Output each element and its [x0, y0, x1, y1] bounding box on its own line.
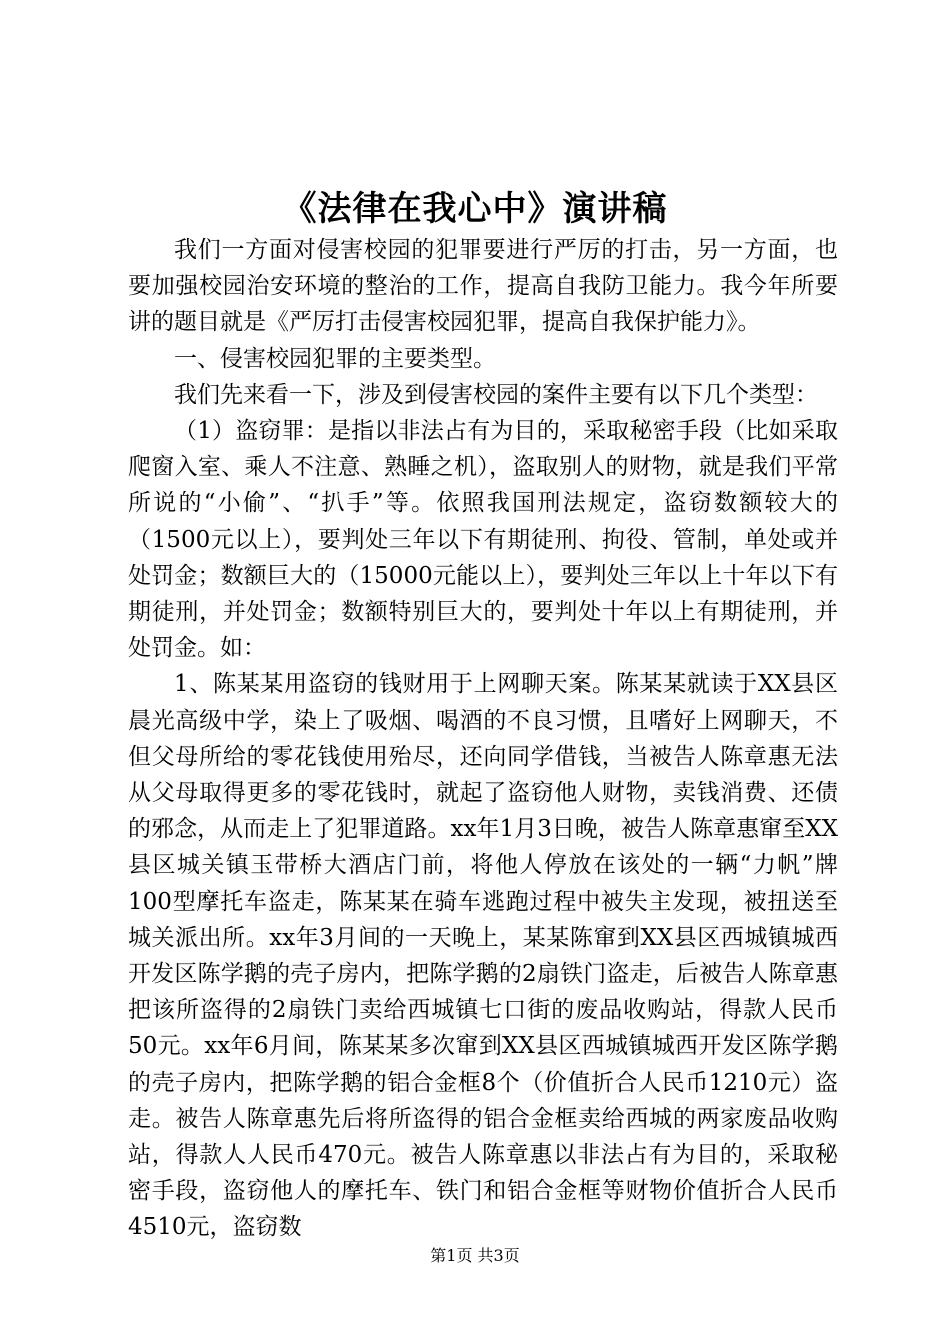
document-title: 《法律在我心中》演讲稿: [282, 189, 668, 229]
paragraph-types-intro: 我们先来看一下，涉及到侵害校园的案件主要有以下几个类型：: [174, 381, 818, 408]
document-body: [128, 232, 838, 1246]
page-footer: 第1页 共3页: [430, 1246, 520, 1265]
paragraph-theft-definition: （1）盗窃罪：是指以非法占有为目的，采取秘密手段（比如采取爬窗入室、乘人不注意、熟睡之机），盗取别人的财物，就是我们平常所说的“小偷”、“扒手”等。依照我国刑法规定，盗窃数额较大的（1500元以上），要判处三年以下有期徒刑、拘役、管制，单处或并处罚金；数额巨大的（15000元能以上），要判处三年以上十年以下有期徒刑，并处罚金；数额特别巨大的，要判处十年以上有期徒刑，并处罚金。如：: [128, 418, 838, 662]
paragraph-intro: 我们一方面对侵害校园的犯罪要进行严厉的打击，另一方面，也要加强校园治安环境的整治的工作，提高自我防卫能力。我今年所要讲的题目就是《严厉打击侵害校园犯罪，提高自我保护能力》。: [128, 237, 838, 336]
paragraph-case-1: 1、陈某某用盗窃的钱财用于上网聊天案。陈某某就读于XX县区晨光高级中学，染上了吸烟、喝酒的不良习惯，且嗜好上网聊天，不但父母所给的零花钱使用殆尽，还向同学借钱，当被告人陈章惠无法从父母取得更多的零花钱时，就起了盗窃他人财物，卖钱消费、还债的邪念，从而走上了犯罪道路。xx年1月3日晚，被告人陈章惠窜至XX县区城关镇玉带桥大酒店门前，将他人停放在该处的一辆“力帆”牌100型摩托车盗走，陈某某在骑车逃跑过程中被失主发现，被扭送至城关派出所。xx年3月间的一天晚上，某某陈窜到XX县区西城镇城西开发区陈学鹅的壳子房内，把陈学鹅的2扇铁门盗走，后被告人陈章惠把该所盗得的2扇铁门卖给西城镇七口街的废品收购站，得款人民币50元。xx年6月间，陈某某多次窜到XX县区西城镇城西开发区陈学鹅的壳子房内，把陈学鹅的铝合金框8个（价值折合人民币1210元）盗走。被告人陈章惠先后将所盗得的铝合金框卖给西城的两家废品收购站，得款人人民币470元。被告人陈章惠以非法占有为目的，采取秘密手段，盗窃他人的摩托车、铁门和铝合金框等财物价值折合人民币4510元，盗窃数: [128, 671, 838, 1241]
paragraph-section-heading: 一、侵害校园犯罪的主要类型。: [174, 345, 496, 372]
